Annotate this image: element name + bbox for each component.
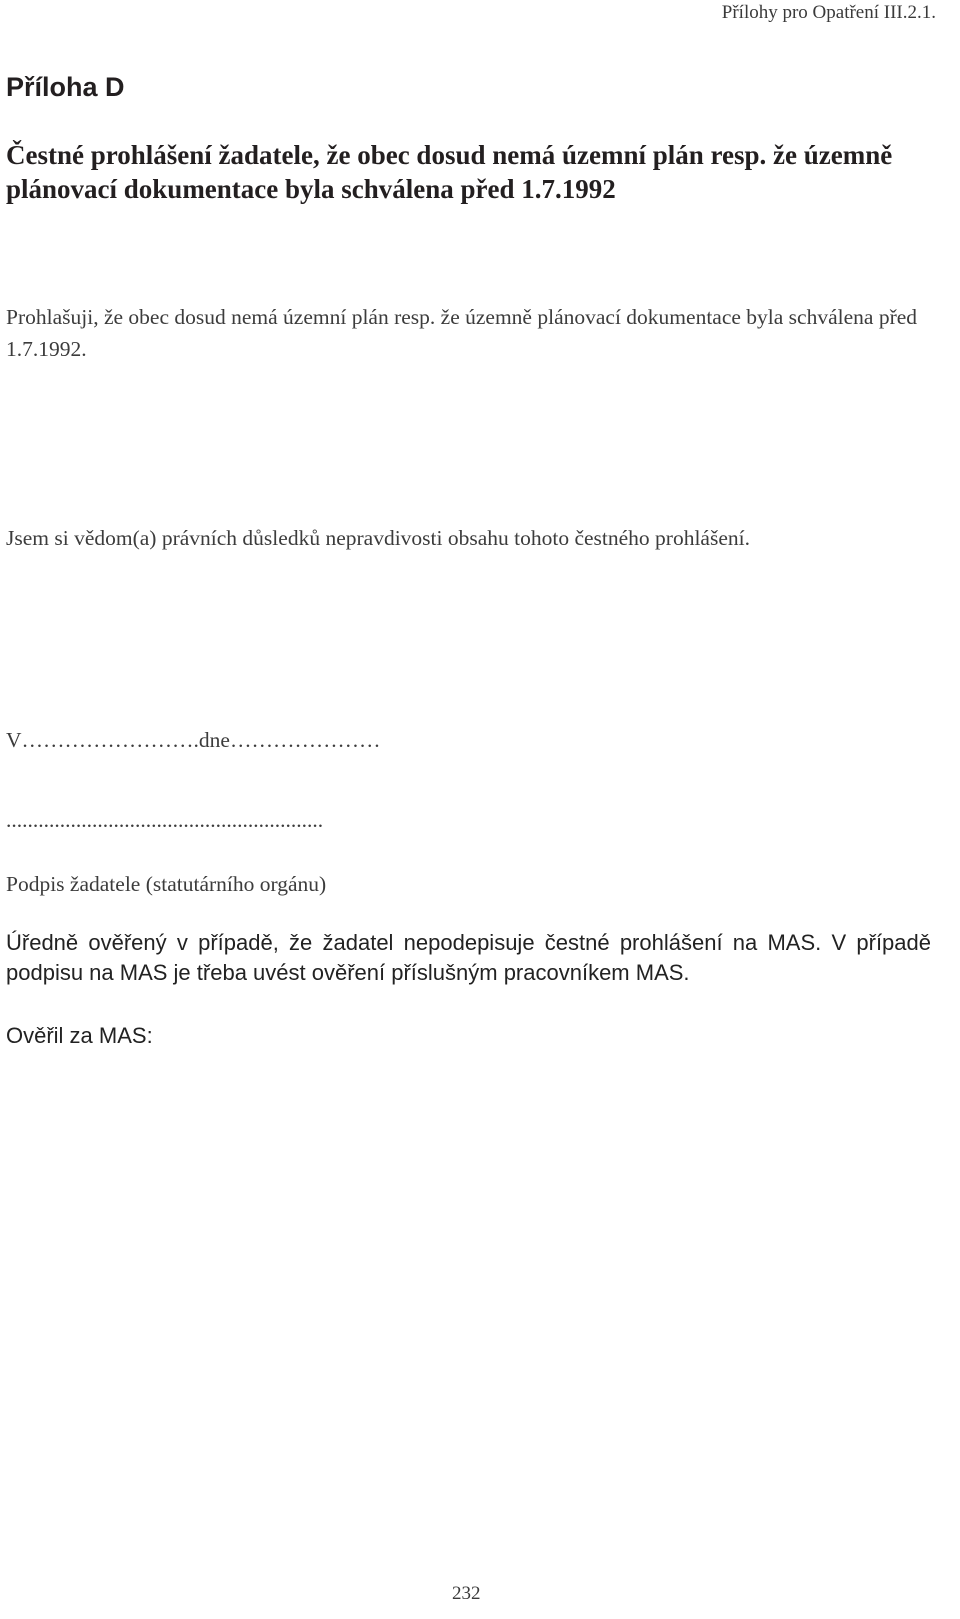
verified-by-label: Ověřil za MAS: xyxy=(6,1023,153,1048)
verification-note: Úředně ověřený v případě, že žadatel nepodepisuje čestné prohlášení na MAS. V případě podpisu na MAS je třeba uvést ověření příslušným pracovníkem MAS. xyxy=(6,930,931,985)
header-note: Přílohy pro Opatření III.2.1. xyxy=(721,2,936,23)
awareness-paragraph: Jsem si vědom(a) právních důsledků nepravdivosti obsahu tohoto čestného prohlášení. xyxy=(6,526,750,550)
page-number: 232 xyxy=(452,1583,481,1604)
signature-label: Podpis žadatele (statutárního orgánu) xyxy=(6,872,327,896)
document-title: Čestné prohlášení žadatele, že obec dosud nemá územní plán resp. že územně plánovací dokumentace byla schválena před 1.7.1992 xyxy=(6,140,893,204)
signature-line: ........................................................... xyxy=(6,808,324,832)
place-date-line: V…………………….dne………………… xyxy=(6,728,381,752)
appendix-title: Příloha D xyxy=(6,72,125,102)
declaration-paragraph: Prohlašuji, že obec dosud nemá územní plán resp. že územně plánovací dokumentace byla schválena před 1.7.1992. xyxy=(6,305,918,361)
